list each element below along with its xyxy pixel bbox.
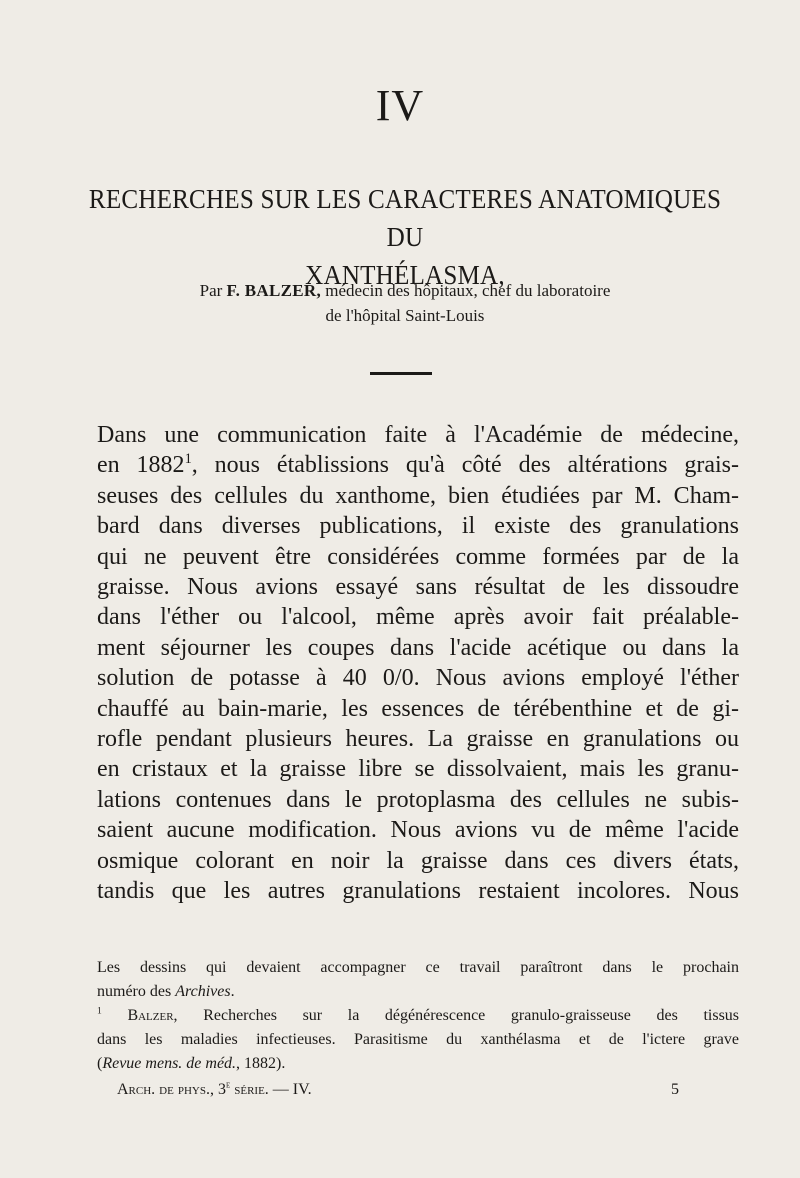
body-line: seuses des cellules du xanthome, bien étudiées par M. Cham-	[97, 482, 739, 509]
body-line: lations contenues dans le protoplasma des cellules ne subis-	[97, 786, 739, 813]
body-paragraph	[97, 420, 739, 907]
footnote-1-paren: (	[97, 1055, 103, 1072]
journal-italic: Archives	[175, 983, 231, 1000]
body-line-end: , nous établissions qu'à côté des altérations grais-	[191, 452, 739, 479]
editorial-note	[97, 956, 739, 1004]
body-line: tandis que les autres granulations restaient incolores. Nous	[97, 878, 739, 905]
author-name: F. BALZER,	[226, 281, 322, 300]
body-line: solution de potasse à 40 0/0. Nous avions employé l'éther	[97, 665, 739, 692]
body-line	[97, 450, 739, 480]
series-superscript: e	[225, 1079, 231, 1091]
footnote-1-line-2: dans les maladies infectieuses. Parasitisme du xanthélasma et de l'ictere grave	[97, 1031, 739, 1048]
editorial-note-end: .	[230, 983, 235, 1000]
section-divider	[370, 372, 432, 375]
byline	[60, 278, 750, 328]
author-role-2: de l'hôpital Saint-Louis	[325, 306, 485, 325]
body-line: en cristaux et la graisse libre se dissolvaient, mais les granu-	[97, 756, 739, 783]
footnote-1-author: Balzer,	[127, 1007, 178, 1024]
body-line-start: en 1882	[97, 452, 185, 479]
series-text: série. — IV.	[234, 1081, 312, 1098]
body-line: osmique colorant en noir la graisse dans ces divers états,	[97, 847, 739, 874]
footnote-1-end: , 1882).	[236, 1055, 286, 1072]
title-line-1: RECHERCHES SUR LES CARACTERES ANATOMIQUES DU	[88, 184, 722, 252]
footnote-1	[97, 1004, 739, 1076]
footnote-1-marker: 1	[97, 1005, 102, 1017]
chapter-number: IV	[375, 81, 425, 130]
author-role-1: médecin des hôpitaux, chef du laboratoire	[325, 281, 611, 300]
article-title	[84, 180, 726, 294]
footnote-1-text: Recherches sur la dégénérescence granulo-graisseuse des tissus	[203, 1007, 740, 1024]
journal-name: Arch. de phys., 3	[117, 1081, 226, 1098]
footnote-1-line-3	[97, 1052, 739, 1076]
editorial-note-text: numéro des	[97, 983, 172, 1000]
editorial-note-line-2	[97, 980, 739, 1004]
footnote-marker: 1	[184, 451, 192, 468]
title-line-2: XANTHÉLASMA,	[305, 260, 505, 290]
body-line: dans l'éther ou l'alcool, même après avoir fait préalable-	[97, 604, 739, 631]
page-number: 5	[671, 1081, 679, 1098]
body-line: ment séjourner les coupes dans l'acide acétique ou dans la	[97, 634, 739, 661]
body-line: rofle pendant plusieurs heures. La graisse en granulations ou	[97, 726, 739, 753]
body-line: graisse. Nous avions essayé sans résultat de les dissoudre	[97, 574, 739, 601]
byline-prefix: Par	[199, 281, 223, 300]
body-line: saient aucune modification. Nous avions vu de même l'acide	[97, 817, 739, 844]
editorial-note-line-1: Les dessins qui devaient accompagner ce travail paraîtront dans le prochain	[97, 959, 739, 976]
body-line: bard dans diverses publications, il existe des granulations	[97, 513, 739, 540]
body-line: Dans une communication faite à l'Académie de médecine,	[97, 422, 739, 448]
journal-reference	[117, 1081, 312, 1098]
body-line: chauffé au bain-marie, les essences de térébenthine et de gi-	[97, 695, 739, 722]
body-line: qui ne peuvent être considérées comme formées par de la	[97, 543, 739, 570]
page-footer	[117, 1081, 687, 1099]
footnote-1-line-1	[97, 1004, 739, 1028]
footnote-1-journal: Revue mens. de méd.	[102, 1055, 237, 1072]
byline-line-1	[60, 278, 750, 303]
